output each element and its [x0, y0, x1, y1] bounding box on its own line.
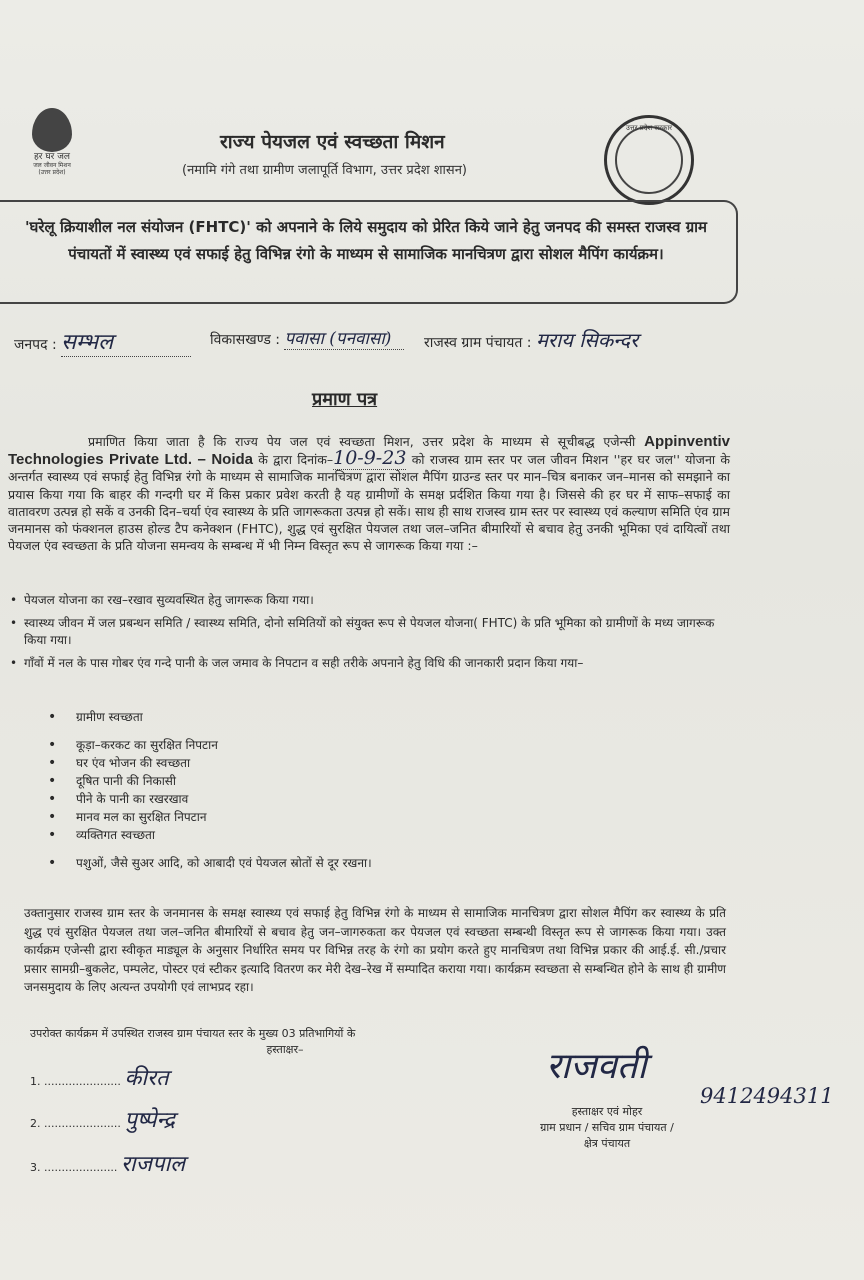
signature-name: पुष्पेन्द्र — [124, 1108, 175, 1133]
up-govt-seal — [604, 115, 694, 205]
para-part1: प्रमाणित किया जाता है कि राज्य पेय जल एवं स्वच्छता मिशन, उत्तर प्रदेश के माध्यम से सूचीबद्ध एजेन्सी — [88, 434, 636, 449]
phone-number: 9412494311 — [700, 1084, 834, 1108]
para-part3: को राजस्व ग्राम स्तर पर जल जीवन मिशन ''हर घर जल'' योजना के अन्तर्गत स्वास्थ्य एवं सफाई हेतु विभिन्न रंगो के माध्यम से सामाजिक मानचित्रण द्वारा सोशल मैपिंग ग्राउन्ड स्तर पर मान–चित्र बनाकर जन–मानस को समझाने का प्रयास किया गया कि बाहर की गन्दगी घर में किस प्रकार प्रवेश करती है यह ग्रामीणों के समक्ष प्रर्दशित किया गया है। जिससे की हर घर में साफ–सफाई का वातावरण उत्पन्न हो सकें व उनकी दिन–चर्या एंव स्वास्थ्य के प्रति जागरूकता उत्पन्न हो सकें। साथ ही साथ राजस्व ग्राम स्तर पर स्वास्थ्य एवं कल्याण समिति एंव ग्राम जनमानस को फंक्शनल हाउस होल्ड टैप कनेक्शन (FHTC), शुद्ध एवं सुरक्षित पेयजल तथा जल–जनित बीमारियों से बचाव हेतु उनकी भूमिका एवं दायित्वों तथा पेयजल एंव स्वच्छता के प्रति योजना समन्वय के सम्बन्ध में भी निम्न विस्तृत रूप से जागरूक किया गया :– — [8, 452, 731, 554]
agency-name: Appinventiv Technologies Private Ltd. – Noida — [8, 433, 730, 469]
list-item: • पीने के पानी का रखरखाव — [48, 790, 548, 808]
water-drop-icon — [32, 108, 72, 152]
list-item: • घर एंव भोजन की स्वच्छता — [48, 754, 548, 772]
pradhan-signature — [546, 1040, 846, 1089]
list-item: • स्वास्थ्य जीवन में जल प्रबन्धन समिति / स्वास्थ्य समिति, दोनो समितियों को संयुक्त रूप से पेयजल योजना( FHTC) के प्रति भूमिका को ग्रामीणों के मध्य जागरूक किया गया। — [10, 615, 730, 649]
panchayat-value: मराय सिकन्दर — [535, 328, 639, 352]
note-line1: उपरोक्त कार्यक्रम में उपस्थित राजस्व ग्राम पंचायत स्तर के मुख्य 03 प्रतिभागियों के — [30, 1027, 356, 1040]
block-label: विकासखण्ड : — [210, 332, 281, 348]
awareness-bullets — [10, 592, 730, 678]
signature-name: राजपाल — [120, 1152, 186, 1177]
participant-signature-3: 3. ..................... राजपाल — [30, 1152, 186, 1177]
list-item: • मानव मल का सुरक्षित निपटान — [48, 808, 548, 826]
page-title: राज्य पेयजल एवं स्वच्छता मिशन — [220, 131, 445, 153]
closing-paragraph: उक्तानुसार राजस्व ग्राम स्तर के जनमानस के समक्ष स्वास्थ्य एवं सफाई हेतु विभिन्न रंगो के माध्यम से सामाजिक मानचित्रण द्वारा सोशल मैपिंग कर स्वास्थ्य के प्रति शुद्ध एवं सुरक्षित पेयजल तथा जल–जनित बीमारियों से बचाव हेतु जन–जागरुकता कर पेयजल एवं स्वच्छता सम्बन्धी विस्तृत रूप से जागरूक किया गया। उक्त कार्यक्रम एजेन्सी द्वारा स्वीकृत माड्यूल के अनुसार निर्धारित समय पर विभिन्न तरह के रंगो का प्रयोग करते हुए मानचित्रण तथा विभिन्न प्रकार की आई.ई. सी./प्रचार प्रसार सामग्री–बुकलेट, पम्पलेट, पोस्टर एवं स्टीकर इत्यादि वितरण कर मेरी देख–रेख में सम्पादित कराया गया। कार्यक्रम स्वच्छता से सम्बन्धित होने के साथ ही ग्रामीण जनसमुदाय के लिए अत्यन्त उपयोगी एवं लाभप्रद रहा। — [24, 906, 726, 994]
signatory-label: हस्ताक्षर एवं मोहर ग्राम प्रधान / सचिव ग्राम पंचायत / क्षेत्र पंचायत — [540, 1105, 674, 1150]
certificate-heading: प्रमाण पत्र — [312, 389, 378, 410]
list-item: • ग्रामीण स्वच्छता — [48, 708, 548, 726]
list-item: • व्यक्तिगत स्वच्छता — [48, 826, 548, 844]
list-item: • दूषित पानी की निकासी — [48, 772, 548, 790]
banner-text: 'घरेलू क्रियाशील नल संयोजन (FHTC)' को अपनाने के लिये समुदाय को प्रेरित किये जाने हेतु जनपद की समस्त राजस्व ग्राम पंचायतों में स्वास्थ्य एवं सफाई हेतु विभिन्न रंगो के माध्यम से सामाजिक मानचित्रण द्वारा सोशल मैपिंग कार्यक्रम। — [24, 218, 708, 263]
district-label: जनपद : — [14, 337, 57, 353]
signature-name: कीरत — [124, 1066, 169, 1091]
event-date: 10-9-23 — [333, 447, 407, 470]
seal-emblem-icon — [615, 126, 683, 194]
participant-signature-2: 2. ...................... पुष्पेन्द्र — [30, 1108, 175, 1133]
logo-line1: हर घर जल — [34, 152, 70, 162]
district-value: सम्भल — [61, 330, 114, 355]
hygiene-topics-list — [48, 708, 548, 872]
logo-line3: (उत्तर प्रदेश) — [38, 169, 66, 176]
note-line2: हस्ताक्षर– — [266, 1043, 304, 1056]
har-ghar-jal-logo — [14, 108, 90, 188]
panchayat-label: राजस्व ग्राम पंचायत : — [424, 335, 532, 351]
para-part2: के द्वारा दिनांक– — [253, 452, 334, 468]
list-item: • पशुओं, जैसे सुअर आदि, को आबादी एवं पेयजल स्रोतों से दूर रखना। — [48, 854, 548, 872]
program-banner — [0, 200, 738, 304]
list-item: • पेयजल योजना का रख–रखाव सुव्यवस्थित हेतु जागरूक किया गया। — [10, 592, 730, 609]
certificate-paragraph — [8, 433, 730, 554]
participants-note — [30, 1026, 410, 1058]
list-item: • कूड़ा–करकट का सुरक्षित निपटान — [48, 736, 548, 754]
list-item: • गाँवों में नल के पास गोबर एंव गन्दे पानी के जल जमाव के निपटान व सही तरीके अपनाने हेतु विधि की जानकारी प्रदान किया गया– — [10, 655, 730, 672]
logo-line2: जल जीवन मिशन — [33, 162, 71, 169]
block-value: पवासा (पनवासा) — [284, 329, 392, 349]
participant-signature-1: 1. ...................... कीरत — [30, 1066, 169, 1091]
page-subtitle: (नमामि गंगे तथा ग्रामीण जलापूर्ति विभाग, उत्तर प्रदेश शासन) — [182, 163, 467, 178]
signature-name: राजवती — [546, 1046, 647, 1087]
seal-text: उत्तर प्रदेश सरकार — [625, 124, 673, 132]
